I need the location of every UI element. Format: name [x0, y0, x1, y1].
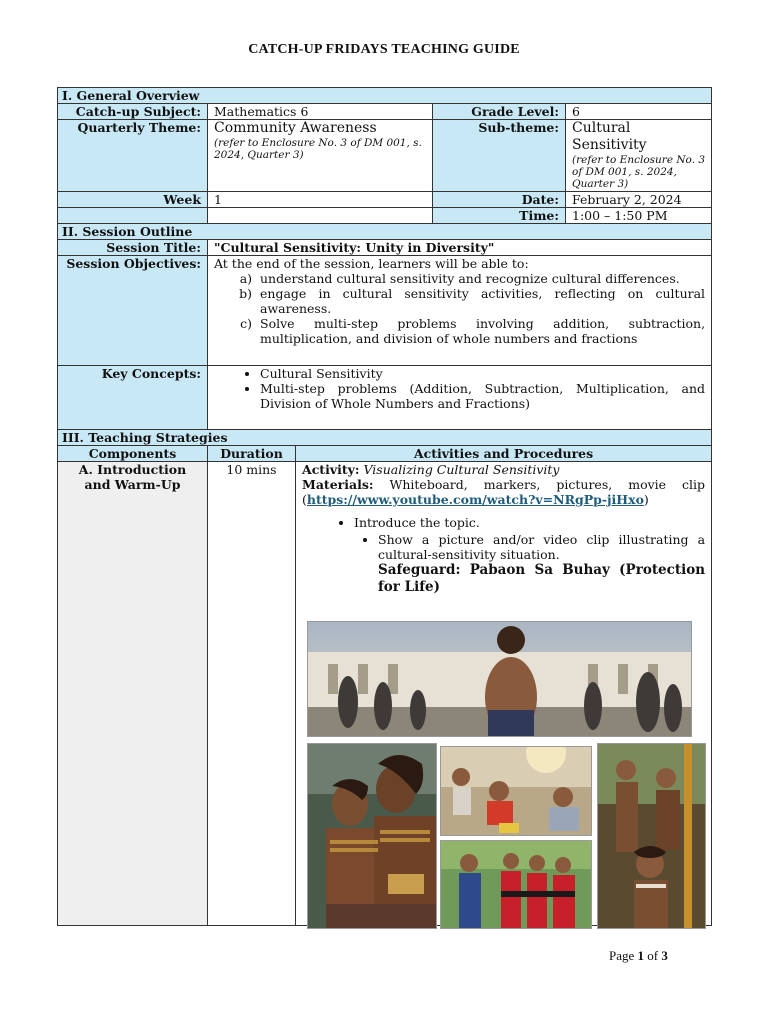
objectives-intro: At the end of the session, learners will be able to:: [214, 256, 529, 271]
page-number: 1: [637, 948, 645, 963]
page-word: Page: [609, 948, 635, 963]
section-general-overview: I. General Overview: [58, 88, 712, 104]
theme-cell: [208, 120, 433, 192]
procedure-substeps: [354, 532, 705, 596]
header-activities: Activities and Procedures: [296, 446, 712, 462]
theme-label: Quarterly Theme:: [58, 120, 208, 192]
courtyard-photo: [307, 621, 692, 737]
tribal-women-photo: [307, 743, 437, 929]
time-label: Time:: [433, 208, 566, 224]
subtheme-cell: [566, 120, 712, 192]
subtheme-label: Sub-theme:: [433, 120, 566, 192]
concept-item: • Cultural Sensitivity: [260, 366, 705, 381]
activity-line: [302, 462, 705, 477]
girls-in-traditional-dress-photo: [440, 840, 592, 929]
session-title-label: Session Title:: [58, 240, 208, 256]
objectives-cell: [208, 256, 712, 366]
objectives-label: Session Objectives:: [58, 256, 208, 366]
duration-intro: 10 mins: [208, 462, 296, 926]
blank-value: [208, 208, 433, 224]
materials-label: Materials:: [302, 477, 374, 492]
objective-item: a. understand cultural sensitivity and recognize cultural differences.: [260, 271, 705, 286]
objectives-list: [214, 271, 705, 346]
youtube-link[interactable]: https://www.youtube.com/watch?v=NRgPp-jiHxo: [306, 492, 644, 507]
procedure-substep-text: Show a picture and/or video clip illustrating a cultural-sensitivity situation.: [378, 532, 706, 562]
section-teaching-strategies: III. Teaching Strategies: [58, 430, 712, 446]
theme-value: Community Awareness: [214, 120, 377, 136]
component-intro: A. Introduction and Warm-Up: [58, 462, 208, 926]
boys-with-bamboo-photo: [597, 743, 706, 929]
theme-reference: (refer to Enclosure No. 3 of DM 001, s. 2024, Quarter 3): [214, 137, 422, 161]
key-concepts-cell: [208, 366, 712, 430]
procedure-substep: [378, 532, 705, 596]
materials-value: Whiteboard, markers, pictures, movie clip: [389, 477, 706, 492]
procedure-step-text: Introduce the topic.: [354, 515, 480, 530]
subject-label: Catch-up Subject:: [58, 104, 208, 120]
time-value: 1:00 – 1:50 PM: [566, 208, 712, 224]
date-label: Date:: [433, 192, 566, 208]
week-value: 1: [208, 192, 433, 208]
blank-label: [58, 208, 208, 224]
key-concepts-list: [214, 366, 705, 411]
objective-item: c. Solve multi-step problems involving addition, subtraction, multiplication, and division of whole numbers and fractions: [260, 316, 705, 346]
date-value: February 2, 2024: [566, 192, 712, 208]
header-duration: Duration: [208, 446, 296, 462]
key-concepts-label: Key Concepts:: [58, 366, 208, 430]
materials-line: Materials: Whiteboard, markers, pictures, movie clip (https://www.youtube.com/watch?v=NRgPp-jiHxo): [302, 477, 706, 507]
activity-label: Activity:: [302, 462, 360, 477]
week-label: Week: [58, 192, 208, 208]
safeguard-note: Safeguard: Pabaon Sa Buhay (Protection for Life): [378, 562, 706, 595]
subject-value: Mathematics 6: [208, 104, 433, 120]
of-word: of: [647, 948, 659, 963]
procedure-step: [354, 515, 705, 596]
document-title: CATCH-UP FRIDAYS TEACHING GUIDE: [248, 42, 520, 57]
page-footer: [609, 948, 668, 964]
grade-label: Grade Level:: [433, 104, 566, 120]
section-session-outline: II. Session Outline: [58, 224, 712, 240]
activity-value: Visualizing Cultural Sensitivity: [363, 462, 560, 477]
children-group-photo: [440, 746, 592, 836]
subtheme-reference: (refer to Enclosure No. 3 of DM 001, s. 2024, Quarter 3): [572, 154, 706, 190]
page-total: 3: [661, 948, 668, 963]
procedure-list: [302, 515, 705, 596]
objective-item: b. engage in cultural sensitivity activities, reflecting on cultural awareness.: [260, 286, 705, 316]
session-title-value: "Cultural Sensitivity: Unity in Diversity": [208, 240, 712, 256]
subtheme-value: Cultural Sensitivity: [572, 120, 647, 153]
grade-value: 6: [566, 104, 712, 120]
concept-item: • Multi-step problems (Addition, Subtraction, Multiplication, and Division of Whole Numbers and Fractions): [260, 381, 705, 411]
header-components: Components: [58, 446, 208, 462]
